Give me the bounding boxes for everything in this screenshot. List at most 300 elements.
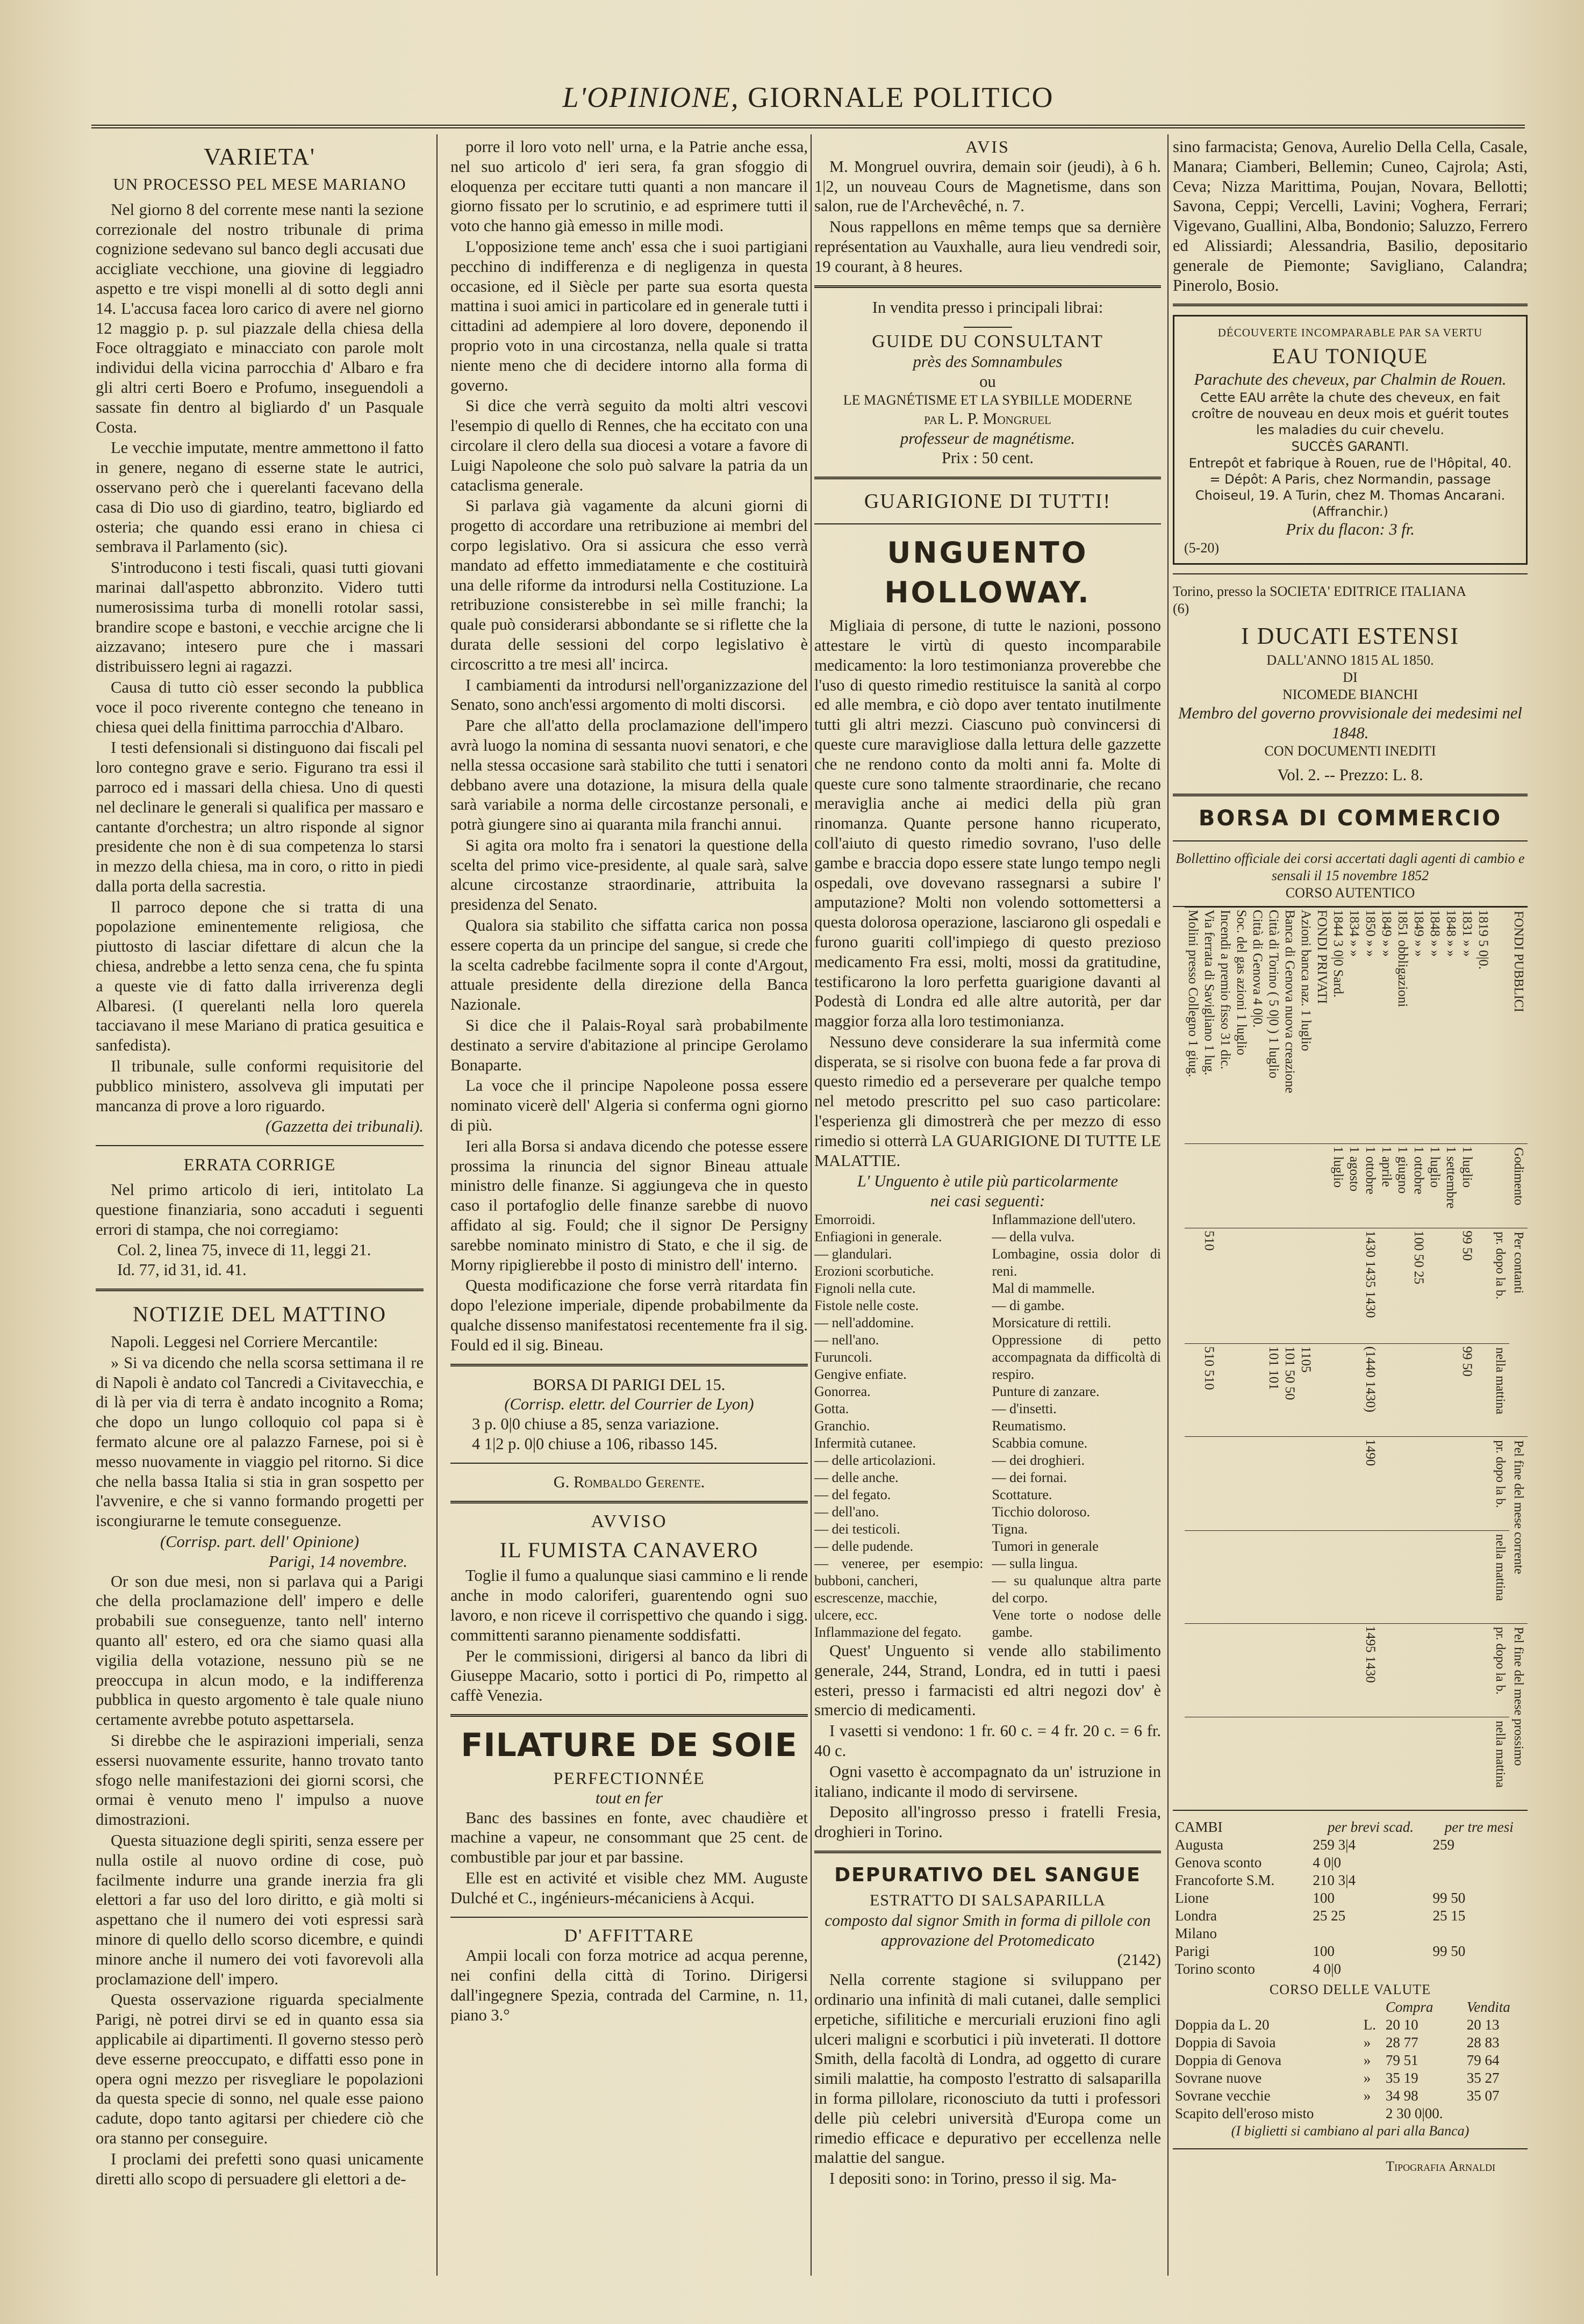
borsa-parigi-line-2: 4 1|2 p. 0|0 chiuse a 106, ribasso 145. bbox=[472, 1435, 718, 1453]
table-cell bbox=[1362, 1717, 1378, 1810]
table-cell bbox=[1185, 1717, 1201, 1810]
paragraph: L'opposizione teme anch' essa che i suoi partigiani pecchino di indifferenza e di negligenza in questa occasione, ed il Siècle per parte sua esorta questa mattina i suoi amici in particolare ed in generale tutti i cittadini ad adempiere al loro dovere, deponendo il proprio voto in una circostanza, nella quale si tratta niente meno che di decidere intorno alla forma di governo. bbox=[450, 237, 808, 394]
table-row bbox=[1233, 908, 1249, 1810]
table-cell bbox=[1362, 1531, 1378, 1624]
gerente-line: G. Rombaldo Gerente. bbox=[553, 1472, 705, 1491]
table-cell: 510 510 bbox=[1201, 1344, 1217, 1437]
table-cell bbox=[1427, 1717, 1443, 1810]
table-cell bbox=[1298, 1228, 1314, 1344]
eau-tonique-ad bbox=[1173, 315, 1528, 564]
ducati-role: Membro del governo provvisionale dei medesimi nel 1848. bbox=[1178, 703, 1522, 742]
column-divider bbox=[811, 134, 812, 2276]
paragraph: Pare che all'atto della proclamazione dell'impero avrà luogo la nomina di sessanta nuovi senatori, e che nella stessa occasione sarà stabilito che tutti i senatori debbano avere una dotazione, la misura della quale sarà variabile a norma delle circostanze personali, e potrà giungere sino ai quaranta mila franchi annui. bbox=[450, 716, 808, 834]
fondi-table-header bbox=[1509, 908, 1528, 1810]
separator bbox=[450, 1463, 808, 1464]
list-item: Furuncoli. bbox=[814, 1349, 872, 1365]
guide-author: par L. P. Mongruel bbox=[924, 409, 1051, 428]
table-cell: 1848 » » bbox=[1427, 908, 1443, 1144]
table-cell: 35 07 bbox=[1466, 2088, 1500, 2104]
table-cell bbox=[1249, 1531, 1265, 1624]
table-cell: 1 luglio bbox=[1427, 1144, 1443, 1228]
cases-right bbox=[992, 1211, 1162, 1641]
list-item: Tumori in generale bbox=[992, 1538, 1099, 1555]
fondi-subheader-cell: nella mattina bbox=[1491, 1344, 1509, 1437]
table-cell bbox=[1465, 2105, 1528, 2122]
table-cell bbox=[1265, 1144, 1281, 1228]
table-cell bbox=[1378, 1228, 1394, 1344]
table-cell bbox=[1459, 1717, 1475, 1810]
table-cell bbox=[1314, 1717, 1330, 1810]
errata-text: Nel primo articolo di ieri, intitolato La questione finanziaria, sono accaduti i seguenti errori di stampa, che noi corregiamo: bbox=[96, 1181, 424, 1239]
ducati-docs: CON DOCUMENTI INEDITI bbox=[1264, 743, 1436, 759]
paragraph: Questa situazione degli spiriti, senza essere per nulla ostile al nuovo ordine di cose, può facilmente indurre una grande inerzia fra gli elettori a far uso del loro diritto, e già molti si aspettano che il numero dei voti espressi sarà minore di quello dello scorso dicembre, e quindi minore anche il numero dei voti favorevoli alla proclamazione dell' impero. bbox=[96, 1831, 424, 1988]
paragraph: Qualora sia stabilito che siffatta carica non possa essere coperta da un principe del sangue, si crede che la scelta cadrebbe facilmente sopra il conte d'Argout, attuale presidente della direzione della Banca Nazionale. bbox=[450, 916, 808, 1014]
table-cell: 28 77 bbox=[1385, 2034, 1418, 2051]
paragraph: I cambiamenti da introdursi nell'organizzazione del Senato, sono anch'essi argomento di molti discorsi. bbox=[450, 675, 808, 714]
table-cell bbox=[1185, 1228, 1201, 1344]
list-item: Morsicature di rettili. bbox=[992, 1315, 1112, 1331]
table-cell bbox=[1281, 1144, 1298, 1228]
table-cell: » bbox=[1363, 2088, 1371, 2104]
table-row bbox=[1173, 1889, 1528, 1907]
table-cell: 99 50 bbox=[1432, 1890, 1466, 1906]
table-cell bbox=[1410, 1344, 1427, 1437]
table-row bbox=[1410, 908, 1427, 1810]
filature-subtitle-2: tout en fer bbox=[595, 1788, 663, 1807]
vendita-line: In vendita presso i principali librai: bbox=[872, 298, 1103, 316]
table-cell: L. bbox=[1363, 2017, 1376, 2033]
masthead-rule bbox=[91, 125, 1525, 132]
paragraph: I depositi sono: in Torino, presso il sig. Ma- bbox=[829, 2169, 1117, 2188]
table-cell bbox=[1431, 1925, 1518, 1942]
notizie-body bbox=[96, 1332, 424, 1531]
table-cell bbox=[1298, 1623, 1314, 1717]
table-row bbox=[1173, 1960, 1528, 1978]
valute-table bbox=[1173, 1998, 1528, 2122]
table-cell bbox=[1378, 1717, 1394, 1810]
table-cell bbox=[1314, 1144, 1330, 1228]
table-cell: 1 luglio bbox=[1330, 1144, 1346, 1228]
list-item: Mal di mammelle. bbox=[992, 1280, 1095, 1297]
paragraph: Or son due mesi, non si parlava qui a Parigi che della proclamazione dell' impero e delle probabili sue conseguenze, tanto nell' interno quanto all' estero, ed ora che siamo quasi alla vigilia della votazione, nessuno più se ne preoccupa in alcun modo, e la indifferenza pubblica in questo argomento è tale quale niuno certamente avrebbe potuto aspettarsela. bbox=[96, 1572, 424, 1729]
table-cell: 79 51 bbox=[1385, 2052, 1418, 2069]
table-cell bbox=[1217, 1717, 1233, 1810]
list-item: — nell'addomine. bbox=[814, 1315, 914, 1331]
table-cell bbox=[1475, 1717, 1491, 1810]
list-item: Infermità cutanee. bbox=[814, 1435, 916, 1451]
paragraph: M. Mongruel ouvrira, demain soir (jeudi), à 6 h. 1|2, un nouveau Cours de Magnetisme, dans son salon, rue de l'Archevêché, n. 7. bbox=[814, 157, 1161, 215]
table-row bbox=[1378, 908, 1394, 1810]
column-2 bbox=[450, 137, 808, 2276]
table-cell bbox=[1421, 1907, 1431, 1925]
separator bbox=[1173, 573, 1528, 574]
parigi-body bbox=[96, 1572, 424, 2189]
table-row bbox=[1265, 908, 1281, 1810]
table-cell bbox=[1443, 1344, 1459, 1437]
ducati-author: NICOMEDE BIANCHI bbox=[1282, 686, 1418, 702]
table-cell bbox=[1249, 1228, 1265, 1344]
table-cell bbox=[1201, 1717, 1217, 1810]
col2-body bbox=[450, 137, 808, 1355]
paragraph: I vasetti si vendono: 1 fr. 60 c. = 4 fr. 20 c. = 6 fr. 40 c. bbox=[814, 1722, 1161, 1760]
table-cell: 1495 1430 bbox=[1362, 1623, 1378, 1717]
holloway-after bbox=[814, 1641, 1161, 1842]
table-cell bbox=[1185, 1344, 1201, 1437]
table-cell: 100 bbox=[1313, 1943, 1335, 1960]
table-cell: Sovrane nuove bbox=[1175, 2070, 1262, 2086]
table-row bbox=[1427, 908, 1443, 1810]
table-cell bbox=[1421, 1872, 1431, 1889]
table-cell bbox=[1298, 1531, 1314, 1624]
table-cell: Lione bbox=[1175, 1890, 1209, 1906]
paragraph: Ogni vasetto è accompagnato da un' istruzione in italiano, indicante il modo di servirsene. bbox=[814, 1762, 1161, 1801]
table-cell bbox=[1475, 1344, 1491, 1437]
table-cell: Scapito dell'eroso misto bbox=[1175, 2105, 1314, 2122]
table-cell bbox=[1421, 1889, 1431, 1907]
table-cell bbox=[1265, 1228, 1281, 1344]
table-cell bbox=[1314, 1623, 1330, 1717]
eau-top: DÉCOUVERTE INCOMPARABLE PAR SA VERTU bbox=[1217, 326, 1483, 340]
table-cell: Doppia di Savoia bbox=[1175, 2034, 1276, 2051]
table-cell bbox=[1330, 1531, 1346, 1624]
separator bbox=[450, 1364, 808, 1366]
guide-price: Prix : 50 cent. bbox=[941, 449, 1034, 467]
table-cell bbox=[1314, 1344, 1330, 1437]
table-cell: 20 10 bbox=[1385, 2017, 1418, 2033]
guide-subtitle-2: LE MAGNÉTISME ET LA SYBILLE MODERNE bbox=[843, 392, 1133, 408]
valute-header-vendita: Vendita bbox=[1466, 1999, 1510, 2016]
table-cell bbox=[1421, 1942, 1431, 1960]
biglietti-note: (I biglietti si cambiano al pari alla Banca) bbox=[1231, 2123, 1470, 2139]
table-cell bbox=[1249, 1623, 1265, 1717]
borsa-parigi-line-1: 3 p. 0|0 chiuse a 85, senza variazione. bbox=[472, 1415, 720, 1434]
table-cell bbox=[1410, 1623, 1427, 1717]
table-cell bbox=[1233, 1344, 1249, 1437]
borsa-commercio-title: BORSA DI COMMERCIO bbox=[1198, 806, 1502, 831]
table-row bbox=[1173, 2105, 1528, 2122]
table-cell bbox=[1346, 1437, 1362, 1531]
table-cell: 25 25 bbox=[1313, 1908, 1346, 1924]
table-cell bbox=[1443, 1531, 1459, 1624]
list-item: — sulla lingua. bbox=[992, 1556, 1078, 1572]
table-cell bbox=[1281, 1437, 1298, 1531]
table-cell bbox=[1410, 1531, 1427, 1624]
cambi-body bbox=[1173, 1836, 1528, 1978]
table-row bbox=[1443, 908, 1459, 1810]
table-cell: Parigi bbox=[1175, 1943, 1210, 1960]
table-cell: FONDI PRIVATI bbox=[1314, 908, 1330, 1144]
borsa-commercio-subtitle: Bollettino officiale dei corsi accertati dagli agenti di cambio e sensali il 15 novembre 1852 bbox=[1176, 851, 1525, 884]
table-cell bbox=[1517, 1960, 1528, 1978]
table-row bbox=[1475, 908, 1491, 1810]
torino-line: Torino, presso la SOCIETA' EDITRICE ITALIANA bbox=[1173, 583, 1467, 599]
guide-ou: ou bbox=[979, 372, 996, 391]
list-item: Inflammazione dell'utero. bbox=[992, 1212, 1136, 1228]
list-item: Gonorrea. bbox=[814, 1384, 871, 1400]
table-cell bbox=[1201, 1531, 1217, 1624]
table-cell: » bbox=[1363, 2070, 1371, 2086]
table-cell bbox=[1475, 1144, 1491, 1228]
table-row bbox=[1459, 908, 1475, 1810]
table-cell bbox=[1421, 1854, 1431, 1872]
table-cell bbox=[1249, 1344, 1265, 1437]
list-item: Inflammazione del fegato. bbox=[814, 1624, 962, 1641]
separator bbox=[96, 1289, 424, 1291]
utile-title: L' Unguento è utile più particolarmente bbox=[857, 1172, 1119, 1191]
table-cell bbox=[1298, 1717, 1314, 1810]
list-item: — dei testicoli. bbox=[814, 1521, 900, 1537]
table-cell: » bbox=[1363, 2052, 1371, 2069]
paragraph: Quest' Unguento si vende allo stabilimento generale, 244, Strand, Londra, ed in tutti i paesi esteri, presso i farmacisti ed altri negozi dov' è smercio di medicamenti. bbox=[814, 1642, 1161, 1719]
cambi-title: CAMBI bbox=[1175, 1819, 1223, 1836]
table-cell: Molini presso Collegno 1 giug. bbox=[1185, 908, 1201, 1144]
list-item: — nell'ano. bbox=[814, 1332, 879, 1348]
table-row bbox=[1346, 908, 1362, 1810]
depositi-list: sino farmacista; Genova, Aurelio Della Cella, Casale, Manara; Ciamberi, Bellemin; Cuneo, Cajrola; Asti, Ceva; Nizza Marittima, Poujan, Novara, Bellotti; Savona, Ceppi; Vercelli, Lavini; Voghera, Ferrari; Vigevano, Guallini, Alba, Bondonio; Saluzzo, Ferrero ed Alissiardi; Alessandria, Basilio, depositario generale de Piemonte; Savigliano, Calandra; Pinerolo, Bosio. bbox=[1173, 138, 1528, 294]
table-cell bbox=[1217, 1531, 1233, 1624]
table-cell bbox=[1185, 1144, 1201, 1228]
table-cell: Torino sconto bbox=[1175, 1961, 1255, 1977]
avis-body bbox=[814, 157, 1161, 277]
table-cell bbox=[1427, 1623, 1443, 1717]
list-item: Id. 77, id 31, id. 41. bbox=[117, 1261, 247, 1279]
depurativo-title: DEPURATIVO DEL SANGUE bbox=[834, 1864, 1141, 1887]
varieta-body bbox=[96, 200, 424, 1116]
table-row bbox=[1281, 908, 1298, 1810]
cases-left bbox=[814, 1211, 984, 1641]
table-cell: 35 27 bbox=[1466, 2070, 1500, 2086]
table-row bbox=[1173, 2087, 1528, 2105]
table-cell: 79 64 bbox=[1466, 2052, 1500, 2069]
eau-subtitle: Parachute des cheveux, par Chalmin de Rouen. bbox=[1194, 370, 1507, 389]
paragraph: Nel giorno 8 del corrente mese nanti la sezione correzionale del nostro tribunale di prima cognizione sedevano sul banco degli accusati due accigliate vecchione, una giovine di leggiadro aspetto e tre vispi monelli al di sotto degli anni 14. L'accusa facea loro carico di avere nel giorno 12 maggio p. p. sul piazzale della chiesa della Foce oltraggiato e minacciato con parole molt individui della vicina parrocchia d' Albaro e fra gli altri certi Boero e Profumo, inseguendoli a sassate fin dentro al bigliardo d' un Pasquale Costa. bbox=[96, 200, 424, 436]
separator bbox=[814, 285, 1161, 288]
list-item: — veneree, per esempio: bubboni, cancheri, bbox=[814, 1556, 984, 1589]
table-row bbox=[1330, 908, 1346, 1810]
guarigione-title: GUARIGIONE DI TUTTI! bbox=[864, 490, 1112, 513]
table-cell: 1849 » » bbox=[1410, 908, 1427, 1144]
varieta-source: (Gazzetta dei tribunali). bbox=[266, 1117, 424, 1136]
table-cell bbox=[1265, 1717, 1281, 1810]
table-cell: Incendi a premio fisso 31 dic. bbox=[1217, 908, 1233, 1144]
list-item: — dei fornai. bbox=[992, 1470, 1067, 1486]
paragraph: I proclami dei prefetti sono quasi unicamente diretti allo scopo di persuadere gli elettori a de- bbox=[96, 2149, 424, 2188]
ducati-subtitle: DALL'ANNO 1815 AL 1850. bbox=[1266, 652, 1434, 668]
paragraph: Nessuno deve considerare la sua infermità come disperata, se si risolve con buona fede a far prova di questo rimedio ed a perseverare per qualche tempo nel metodo prescritto pel suo caso particolare: l'esperienza gli dimostrerà che per mezzo di esso rimedio si otterrà LA GUARIGIONE DI TUTTE LE MALATTIE. bbox=[814, 1032, 1161, 1170]
table-cell bbox=[1233, 1228, 1249, 1344]
table-cell: Soc. del gas azioni 1 luglio bbox=[1233, 908, 1249, 1144]
paragraph: Elle est en activité et visible chez MM. Auguste Dulché et C., ingénieurs-mécaniciens à Acqui. bbox=[450, 1868, 808, 1907]
table-cell bbox=[1443, 1228, 1459, 1344]
paragraph: Si parlava già vagamente da alcuni giorni di progetto di accordare una retribuzione ai membri del corpo legislativo. Ora si assicura che esso verrà mandato ad effetto immediatamente e che costituirà una delle riforme da introdursi nella Costituzione. La retribuzione consisterebbe in seì mille franchi; la quale può considerarsi abbondante se si riflette che la durata delle sessioni del corpo legislativo è circoscritto a tre mesi all' incirca. bbox=[450, 497, 808, 673]
table-cell bbox=[1346, 1344, 1362, 1437]
table-cell bbox=[1475, 1437, 1491, 1531]
table-cell: 1844 3 0|0 Sard. bbox=[1330, 908, 1346, 1144]
cambi-header-tre-mesi: per tre mesi bbox=[1444, 1819, 1514, 1836]
table-cell: Milano bbox=[1175, 1925, 1217, 1942]
cambi-table bbox=[1173, 1818, 1528, 1978]
table-cell: (1440 1430) bbox=[1362, 1344, 1378, 1437]
paragraph: Per le commissioni, dirigersi al banco da libri di Giuseppe Macario, sotto i portici di Po, rimpetto al caffè Venezia. bbox=[450, 1646, 808, 1705]
paragraph: Si agita ora molto fra i senatori la questione della scelta del primo vice-presidente, al quale sarà, salve alcune circostanze straordinarie, attribuita la presidenza del Senato. bbox=[450, 836, 808, 914]
table-cell: Banca di Genova nuova creazione bbox=[1281, 908, 1298, 1144]
eau-title: EAU TONIQUE bbox=[1272, 344, 1429, 369]
list-item: Vene torte o nodose delle gambe. bbox=[992, 1607, 1161, 1641]
table-cell bbox=[1314, 1531, 1330, 1624]
paragraph: S'introducono i testi fiscali, quasi tutti giovani marinai dall'aspetto abbronzito. Videro tutti numerosissima turba di monelli rotolar sassi, brandire scope e bastoni, e vecchie arcigne che li aizzavano; intesero pure che i massari distribuissero legni ai ragazzi. bbox=[96, 558, 424, 676]
table-cell bbox=[1431, 1872, 1518, 1889]
ducati-price: Vol. 2. -- Prezzo: L. 8. bbox=[1277, 766, 1423, 785]
fondi-subheader-cell: nella mattina bbox=[1491, 1531, 1509, 1624]
depurativo-subtitle: ESTRATTO DI SALSAPARILLA bbox=[869, 1891, 1106, 1910]
table-cell bbox=[1265, 1623, 1281, 1717]
table-cell: 100 bbox=[1313, 1890, 1335, 1906]
fondi-table-grid bbox=[1185, 907, 1528, 1810]
table-cell bbox=[1249, 1717, 1265, 1810]
table-cell bbox=[1394, 1717, 1410, 1810]
paragraph: Napoli. Leggesi nel Corriere Mercantile: bbox=[111, 1333, 378, 1351]
list-item: Gengive enfiate. bbox=[814, 1366, 907, 1383]
fondi-subheader-cell: pr. dopo la b. bbox=[1491, 1228, 1509, 1344]
table-cell: 259 bbox=[1432, 1837, 1455, 1853]
list-item: — d'insetti. bbox=[992, 1401, 1057, 1417]
valute-body bbox=[1173, 2016, 1528, 2122]
eau-number: (5-20) bbox=[1184, 539, 1219, 556]
table-cell: 4 0|0 bbox=[1313, 1961, 1342, 1977]
paragraph: Il tribunale, sulle conformi requisitorie del pubblico ministero, assolveva gli imputati per mancanza di prove a loro riguardo. bbox=[96, 1057, 424, 1115]
table-cell: Genova sconto bbox=[1175, 1854, 1262, 1871]
table-cell: 1 giugno bbox=[1394, 1144, 1410, 1228]
table-cell bbox=[1427, 1437, 1443, 1531]
paragraph: Toglie il fumo a qualunque siasi cammino e li rende anche in modo caloriferi, guarentendo ogni suo lavoro, e non riceve il corrispettivo che quando i sigg. committenti saranno pienamente soddisfatti. bbox=[450, 1566, 808, 1644]
separator bbox=[1173, 304, 1528, 306]
table-cell: Doppia da L. 20 bbox=[1175, 2017, 1270, 2033]
paragraph: La voce che il principe Napoleone possa essere nominato vicerè dell' Algeria si conferma ogni giorno di più. bbox=[450, 1076, 808, 1135]
fumista-title: IL FUMISTA CANAVERO bbox=[499, 1538, 759, 1563]
table-cell: 28 83 bbox=[1466, 2034, 1500, 2051]
list-item: Tigna. bbox=[992, 1521, 1028, 1537]
table-cell bbox=[1233, 1531, 1249, 1624]
separator bbox=[1173, 840, 1528, 841]
notizie-title: NOTIZIE DEL MATTINO bbox=[133, 1302, 386, 1327]
table-cell bbox=[1361, 2105, 1384, 2122]
avviso-title: AVVISO bbox=[591, 1511, 668, 1531]
table-cell bbox=[1281, 1228, 1298, 1344]
paragraph: Deposito all'ingrosso presso i fratelli Fresia, droghieri in Torino. bbox=[814, 1803, 1161, 1841]
table-cell bbox=[1217, 1623, 1233, 1717]
table-cell: 99 50 bbox=[1459, 1228, 1475, 1344]
list-item: Reumatismo. bbox=[992, 1418, 1066, 1434]
table-cell: 1490 bbox=[1362, 1437, 1378, 1531]
table-cell bbox=[1314, 1228, 1330, 1344]
fondi-header-cell: Pel fine del mese prossimo bbox=[1509, 1623, 1528, 1810]
table-cell bbox=[1217, 1228, 1233, 1344]
paragraph: Si direbbe che le aspirazioni imperiali, senza essersi nuovamente essurite, hanno trovato tanto sfogo nelle manifestazioni dei giorni scorsi, che ormai è venuto meno l' impulso a nuove dimostrazioni. bbox=[96, 1731, 424, 1829]
list-item: escrescenze, macchie, bbox=[814, 1590, 937, 1606]
table-cell bbox=[1330, 1437, 1346, 1531]
paragraph: Il parroco depone che si tratta di una popolazione eminentemente religiosa, che piuttosto di lasciar difettare di alcun che la chiesa, andrebbe a letto senza cena, che fu spinta a queste vie di fatto dalla irriverenza degli Albaresi. (I querelanti nella loro querela tacciavano il mese Mariano di pratica gesuitica e sanfedista). bbox=[96, 897, 424, 1055]
table-cell bbox=[1185, 1531, 1201, 1624]
table-cell: 99 50 bbox=[1432, 1943, 1466, 1960]
list-item: — delle pudende. bbox=[814, 1538, 914, 1555]
table-cell: 34 98 bbox=[1385, 2088, 1418, 2104]
table-cell bbox=[1378, 1531, 1394, 1624]
table-row bbox=[1362, 908, 1378, 1810]
list-item: Scabbia comune. bbox=[992, 1435, 1088, 1451]
fumista-body bbox=[450, 1566, 808, 1706]
table-cell bbox=[1330, 1623, 1346, 1717]
paragraph: Questa modificazione che forse verrà ritardata fin dopo l'elezione imperiale, dipende probabilmente da qualche dissenso manifestatosi recentemente fra il sig. Fould ed il sig. Bineau. bbox=[450, 1276, 808, 1354]
table-cell bbox=[1281, 1531, 1298, 1624]
table-cell: 101 50 50 bbox=[1281, 1344, 1298, 1437]
table-row bbox=[1173, 1907, 1528, 1925]
borsa-parigi-title: BORSA DI PARIGI DEL 15. bbox=[533, 1375, 726, 1394]
varieta-subtitle: UN PROCESSO PEL MESE MARIANO bbox=[113, 175, 406, 193]
dateline: Parigi, 14 novembre. bbox=[268, 1552, 407, 1571]
table-cell bbox=[1517, 1889, 1528, 1907]
affittare-text: Ampii locali con forza motrice ad acqua perenne, nei confini della città di Torino. Dirigersi dall'ingegnere Spezia, contrada del Carmine, n. 11, piano 3.° bbox=[450, 1946, 808, 2024]
fondi-header-cell: Godimento bbox=[1509, 1144, 1528, 1228]
guide-role: professeur de magnétisme. bbox=[900, 429, 1075, 448]
table-cell bbox=[1346, 1531, 1362, 1624]
table-cell: 1430 1435 1430 bbox=[1362, 1228, 1378, 1344]
table-cell bbox=[1185, 1437, 1201, 1531]
table-cell bbox=[1249, 1144, 1265, 1228]
table-row bbox=[1173, 1854, 1528, 1872]
fondi-table-rotated bbox=[1173, 907, 1528, 1810]
avis-title: AVIS bbox=[965, 137, 1010, 156]
paragraph: Banc des bassines en fonte, avec chaudière et machine a vapeur, ne consommant que 25 cent. de combustible par jour et par bassine. bbox=[450, 1808, 808, 1867]
fondi-subheader-cell: pr. dopo la b. bbox=[1491, 1623, 1509, 1717]
table-cell bbox=[1443, 1437, 1459, 1531]
list-item: Erozioni scorbutiche. bbox=[814, 1263, 934, 1279]
fondi-header-cell: Pel fine del mese corrente bbox=[1509, 1437, 1528, 1623]
table-cell bbox=[1314, 1437, 1330, 1531]
eau-price: Prix du flacon: 3 fr. bbox=[1286, 520, 1415, 538]
table-cell bbox=[1346, 1228, 1362, 1344]
table-cell bbox=[1249, 1437, 1265, 1531]
table-cell: 1834 » » bbox=[1346, 908, 1362, 1144]
table-cell bbox=[1431, 1854, 1518, 1872]
ducati-di: DI bbox=[1343, 669, 1358, 685]
depurativo-subtitle-2: composto dal signor Smith in forma di pillole con approvazione del Protomedicato bbox=[825, 1911, 1151, 1949]
table-row bbox=[1173, 2052, 1528, 2069]
table-row bbox=[1298, 908, 1314, 1810]
column-1 bbox=[96, 137, 424, 2276]
table-cell bbox=[1427, 1228, 1443, 1344]
separator bbox=[450, 1917, 808, 1918]
table-cell bbox=[1281, 1623, 1298, 1717]
fondi-table bbox=[1173, 906, 1528, 1811]
paragraph: Nella corrente stagione si sviluppano per ordinario una infinità di mali cutanei, dalle semplici erpetiche, sifilitiche e mercuriali eruzioni fino agli ulceri maligni e scorbutici i più inveterati. Il dottore Smith, della facoltà di Londra, ad oggetto di curare simili malattie, ha composto l'estratto di salsaparilla in forma pillolare, riconosciuto da tutti i professori delle più celebri università d'Europa come un rimedio efficace e depurativo per eccellenza nelle malattie del sangue. bbox=[814, 1970, 1161, 2167]
table-cell bbox=[1378, 1623, 1394, 1717]
table-row bbox=[1173, 2034, 1528, 2052]
table-cell: 99 50 bbox=[1459, 1344, 1475, 1437]
paragraph: Questa osservazione riguarda specialmente Parigi, nè potrei dirvi se ed in quanto essa sia applicabile ai dipartimenti. Il governo stesso però deve esserne preoccupato, e diffatti esso pone in opera ogni mezzo per risvegliare le popolazioni da questa specie di sonno, nel quale esse paiono cadute, dopo tanto agitarsi per chiedere ciò che ora stanno per conseguire. bbox=[96, 1990, 424, 2147]
list-item: Scottature. bbox=[992, 1487, 1052, 1503]
cambi-header bbox=[1173, 1818, 1528, 1836]
table-cell: 1850 » » bbox=[1362, 908, 1378, 1144]
table-cell: 1851 obbligazioni bbox=[1394, 908, 1410, 1144]
table-cell bbox=[1394, 1623, 1410, 1717]
table-cell bbox=[1201, 1144, 1217, 1228]
table-cell bbox=[1394, 1344, 1410, 1437]
table-cell bbox=[1394, 1437, 1410, 1531]
column-divider bbox=[436, 134, 438, 2276]
table-cell bbox=[1201, 1437, 1217, 1531]
errata-title: ERRATA CORRIGE bbox=[183, 1155, 336, 1175]
table-row bbox=[1173, 1836, 1528, 1854]
